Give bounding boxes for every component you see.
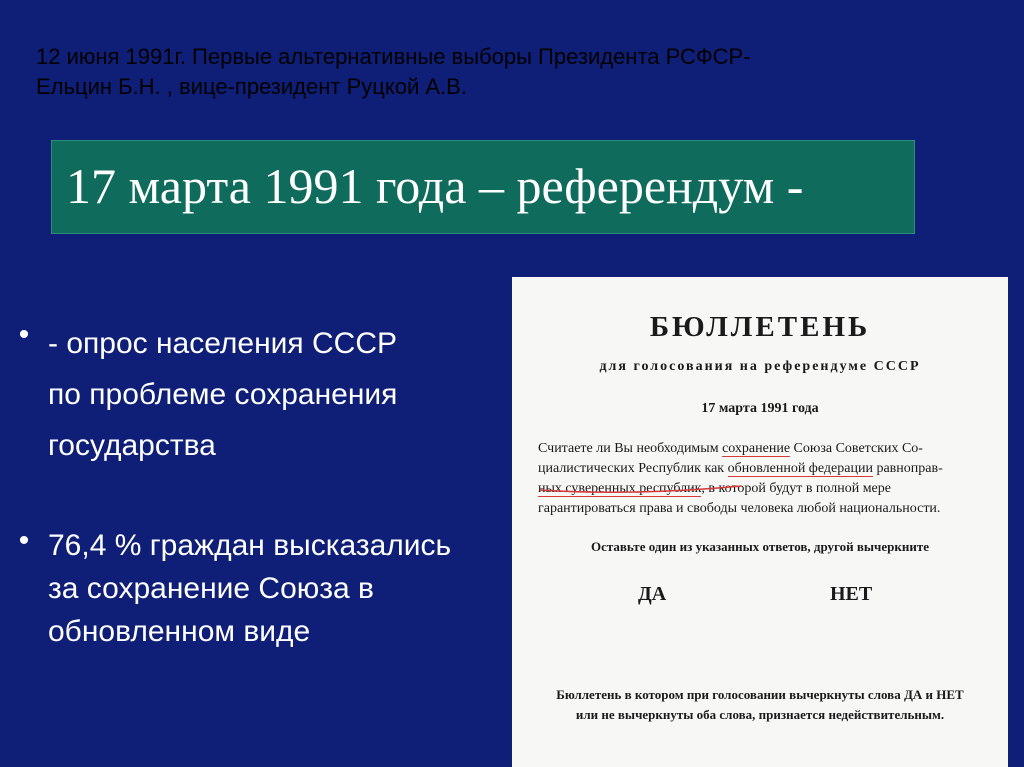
bullet-text-1	[48, 318, 528, 471]
bullet-2-line-1: 76,4 % граждан высказались	[48, 529, 452, 562]
question-text: равноправ-	[872, 461, 943, 476]
ballot-date: 17 марта 1991 года	[701, 401, 819, 416]
bullet-2-line-2: за сохранение Союза в	[48, 572, 374, 605]
title-box	[51, 140, 915, 234]
bullet-1-line-3: государства	[48, 429, 216, 462]
slide-title: 17 марта 1991 года – референдум -	[66, 158, 804, 214]
ballot-no-option: НЕТ	[830, 583, 873, 605]
ballot-image	[512, 277, 1008, 767]
slide-header	[36, 42, 936, 102]
question-text: , в которой будут в полной мере	[701, 481, 891, 496]
bullet-2-line-3: обновленном виде	[48, 615, 311, 648]
ballot-note-line-1: Бюллетень в котором при голосовании вычеркнуты слова ДА и НЕТ	[556, 687, 964, 702]
question-text: циалистических Республик как	[538, 461, 728, 476]
ballot-note-line-2: или не вычеркнуты оба слова, признается недействительным.	[575, 707, 945, 722]
question-text: Союза Советских Со-	[790, 441, 923, 456]
question-line-2	[538, 459, 986, 479]
ballot-heading: БЮЛЛЕТЕНЬ	[649, 311, 871, 343]
underlined-phrase: ных суверенных республик	[538, 481, 702, 496]
ballot-question	[538, 439, 986, 519]
bullet-dot-2: •	[18, 524, 30, 557]
bullet-1-line-1: - опрос населения СССР	[48, 327, 397, 360]
header-line-1: 12 июня 1991г. Первые альтернативные выборы Президента РСФСР-	[36, 44, 751, 69]
ballot-yes-option: ДА	[638, 583, 667, 605]
question-line-3	[538, 479, 986, 499]
underlined-phrase: обновленной федерации	[727, 461, 873, 476]
question-text: Считаете ли Вы необходимым	[538, 441, 723, 456]
header-line-2: Ельцин Б.Н. , вице-президент Руцкой А.В.	[36, 74, 467, 99]
ballot-instruction: Оставьте один из указанных ответов, другой вычеркните	[590, 539, 930, 554]
ballot-subheading: для голосования на референдуме СССР	[599, 359, 921, 374]
bullet-dot-1: •	[18, 318, 30, 351]
question-line-1	[538, 439, 986, 459]
underlined-phrase: сохранение	[722, 441, 791, 456]
question-line-4: гарантироваться права и свободы человека любой национальности.	[538, 501, 941, 516]
bullet-text-2	[48, 524, 528, 653]
bullet-1-line-2: по проблеме сохранения	[48, 378, 398, 411]
ballot-note	[512, 685, 1008, 725]
